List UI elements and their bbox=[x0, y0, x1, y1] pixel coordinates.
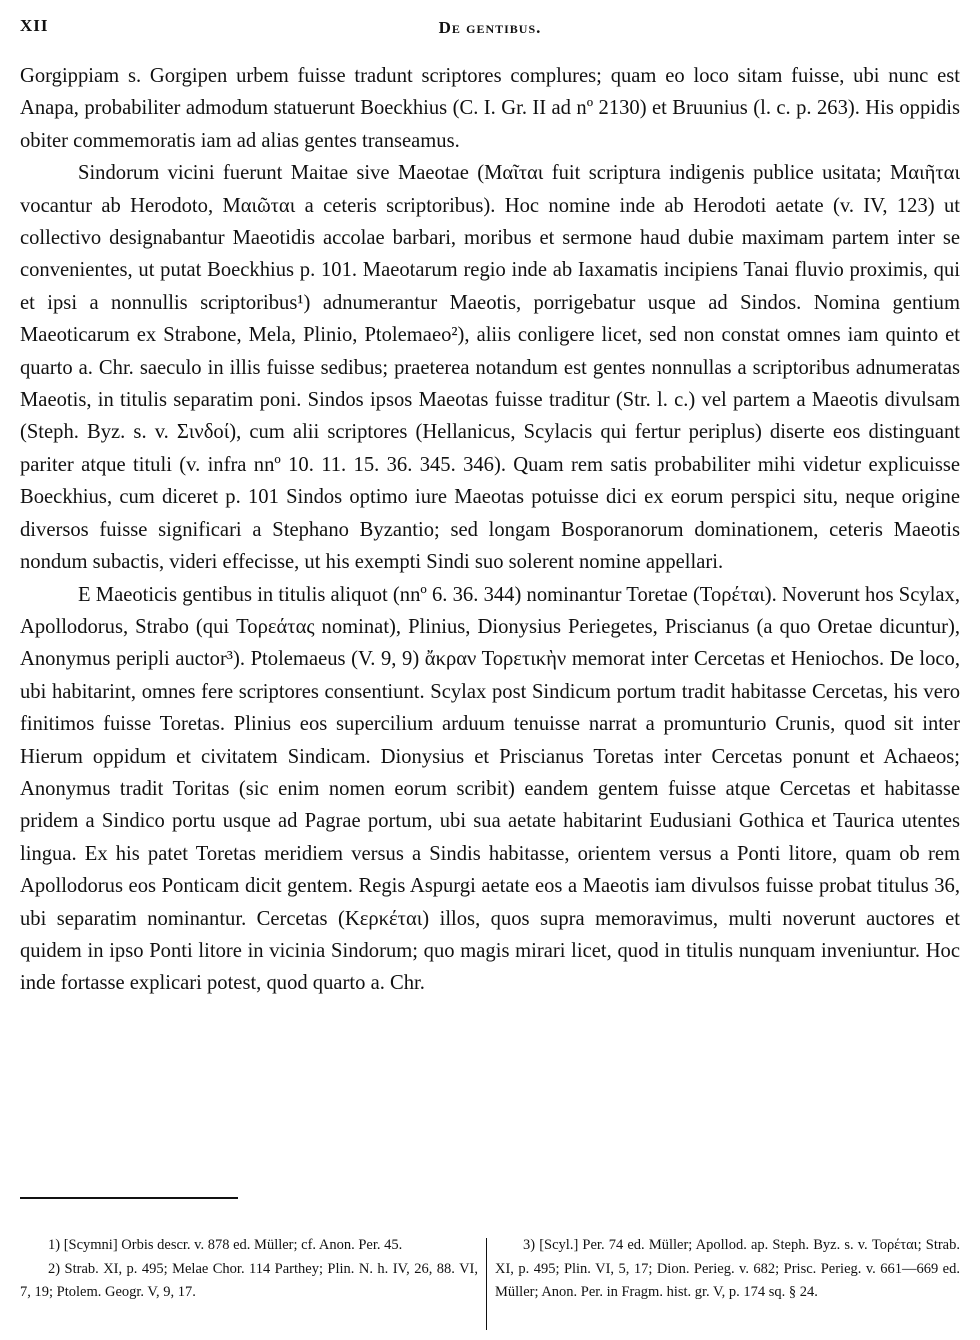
page-number: XII bbox=[20, 16, 49, 35]
footnote-separator-rule bbox=[20, 1197, 238, 1199]
footnotes bbox=[20, 1234, 960, 1334]
main-text bbox=[20, 60, 960, 1000]
footnote: 2) Strab. XI, p. 495; Melae Chor. 114 Parthey; Plin. N. h. IV, 26, 88. VI, 7, 19; Ptolem. Geogr. V, 9, 17. bbox=[20, 1260, 478, 1300]
paragraph: Gorgippiam s. Gorgipen urbem fuisse tradunt scriptores complures; quam eo loco sitam fuisse, ubi nunc est Anapa, probabiliter admodum statuerunt Boeckhius (C. I. Gr. II ad nº 2130) et Bruunius (l. c. p. 263). His oppidis obiter commemoratis iam ad alias gentes transeamus. bbox=[20, 65, 960, 152]
footnote-column-divider bbox=[486, 1238, 487, 1330]
footnote: 3) [Scyl.] Per. 74 ed. Müller; Apollod. ap. Steph. Byz. s. v. Τορέται; Strab. XI, p. 495; Plin. VI, 5, 17; Dion. Perieg. v. 682; Prisc. Perieg. v. 661—669 ed. Müller; Anon. Per. in Fragm. hist. gr. V, p. 174 sq. § 24. bbox=[495, 1237, 960, 1300]
footnote: 1) [Scymni] Orbis descr. v. 878 ed. Müller; cf. Anon. Per. 45. bbox=[48, 1237, 403, 1253]
running-title: De gentibus. bbox=[438, 18, 542, 37]
paragraph: E Maeoticis gentibus in titulis aliquot (nnº 6. 36. 344) nominantur Toretae (Τορέται). Noverunt hos Scylax, Apollodorus, Strabo (qui Τορεάτας nominat), Plinius, Dionysius Periegetes, Priscianus (a quo Oretae dicuntur), Anonymus peripli auctor³). Ptolemaeus (V. 9, 9) ἄκραν Τορετικὴν memorat inter Cercetas et Heniochos. De loco, ubi habitarint, omnes fere scriptores consentiunt. Scylax post Sindicum portum tradit habitasse Cercetas, his vero finitimos fuisse Toretas. Plinius eos supercilium arduum tenuisse narrat a promunturio Crunis, quod sit inter Hierum oppidum et civitatem Sindicam. Dionysius et Priscianus Toretas inter Cercetas ponunt et Achaeos; Anonymus tradit Toritas (sic enim nomen eorum scribit) eandem gentem fuisse atque Cercetas et habitasse pridem a Sindico portu usque ad Pagrae portum, ubi sua aetate habitarint Eudusiani Gothica et Taurica utentes lingua. Ex his patet Toretas meridiem versus a Sindis habitasse, orientem versus a Ponti litore, quam ob rem Apollodorus eos Ponticam dicit gentem. Regis Aspurgi aetate eos a Maeotis iam divulsos fuisse probat titulus 36, ubi separatim nominantur. Cercetas (Κερκέται) illos, quos supra memoravimus, multi noverunt auctores et quidem in ipso Ponti litore in vicinia Sindorum; quo magis mirari licet, quod in titulis nunquam inveniuntur. Hoc inde fortasse explicari potest, quod quarto a. Chr. bbox=[20, 583, 960, 995]
footnotes-right-column bbox=[495, 1234, 960, 1305]
paragraph: Sindorum vicini fuerunt Maitae sive Maeotae (Μαῖται fuit scriptura indigenis publice usitata; Μαιῆται vocantur ab Herodoto, Μαιῶται a ceteris scriptoribus). Hoc nomine inde ab Herodoti aetate (v. IV, 123) ut collectivo designabantur Maeotidis accolae barbari, moribus et sermone haud dubie maximam partem inter se convenientes, ut putat Boeckhius p. 101. Maeotarum regio inde ab Iaxamatis incipiens Tanai fluvio proximis, qui et ipsi a nonnullis scriptoribus¹) adnumerantur Maeotis, porrigebatur usque ad Sindos. Nomina gentium Maeoticarum ex Strabone, Mela, Plinio, Ptolemaeo²), aliis conligere licet, sed non constat omnes iam quinto et quarto a. Chr. saeculo in illis fuisse sedibus; praeterea notandum est gentes nonnullas a scriptoribus adnumeratas Maeotis, in titulis separatim poni. Sindos ipsos Maeotas fuisse traditur (Str. l. c.) vel partem a Maeotis divulsam (Steph. Byz. s. v. Σινδοί), cum alii scriptores (Hellanicus, Scylacis qui fertur periplus) diserte eos distinguant pariter atque tituli (v. infra nnº 10. 11. 15. 36. 345. 346). Quam rem satis probabiliter mihi videtur explicuisse Boeckhius, cum diceret p. 101 Sindos optimo iure Maeotas potuisse dici ex eorum perspici situ, neque origine diversos fuisse significari a Stephano Byzantio; sed longam Bosporanorum dominationem, ceteris Maeotis nondum subactis, videri effecisse, ut his exempti Sindi suo solerent nomine appellari. bbox=[20, 162, 960, 574]
page-header bbox=[20, 8, 960, 48]
footnotes-left-column bbox=[20, 1234, 478, 1305]
